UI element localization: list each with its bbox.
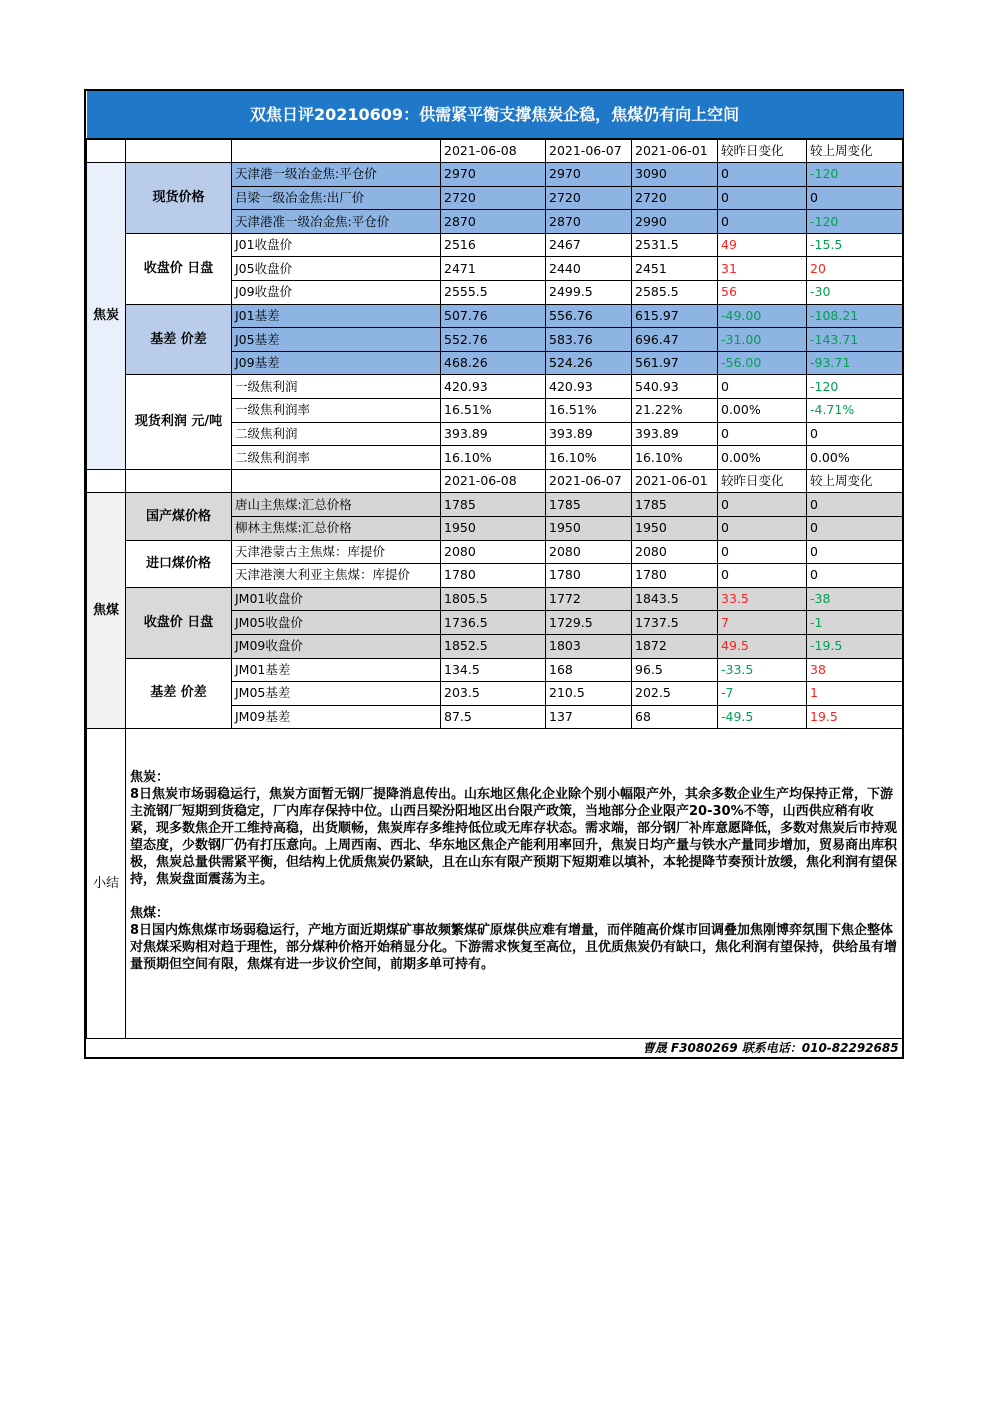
value-cell: 1772 <box>546 587 632 611</box>
value-cell: 2555.5 <box>441 281 546 305</box>
weekly-change-cell: -120 <box>807 210 903 234</box>
coke-summary-heading: 焦炭： <box>130 770 170 786</box>
value-cell: 96.5 <box>632 658 718 682</box>
weekly-change-cell: -19.5 <box>807 634 903 658</box>
value-cell: 134.5 <box>441 658 546 682</box>
daily-change-cell: 49 <box>718 233 807 257</box>
daily-change-cell: -56.00 <box>718 351 807 375</box>
value-cell: 2990 <box>632 210 718 234</box>
value-cell: 202.5 <box>632 682 718 706</box>
weekly-change-cell: -30 <box>807 281 903 305</box>
weekly-change-cell: -143.71 <box>807 328 903 352</box>
table-row <box>87 540 903 564</box>
summary-row <box>87 729 903 1039</box>
value-cell: 168 <box>546 658 632 682</box>
value-cell: 561.97 <box>632 351 718 375</box>
value-cell: 2440 <box>546 257 632 281</box>
daily-change-cell: -49.5 <box>718 705 807 729</box>
value-cell: 2720 <box>546 186 632 210</box>
weekly-change-cell: 0 <box>807 540 903 564</box>
daily-change-cell: 0.00% <box>718 399 807 423</box>
value-cell: 507.76 <box>441 304 546 328</box>
column-header: 较昨日变化 <box>718 469 807 493</box>
footer-row <box>87 1039 903 1057</box>
value-cell: 2970 <box>546 163 632 187</box>
value-cell: 468.26 <box>441 351 546 375</box>
column-header: 2021-06-07 <box>546 139 632 163</box>
value-cell: 2451 <box>632 257 718 281</box>
report-title: 双焦日评20210609：供需紧平衡支撑焦炭企稳，焦煤仍有向上空间 <box>87 91 903 139</box>
value-cell: 1950 <box>546 517 632 541</box>
group-label: 现货利润 元/吨 <box>126 375 232 469</box>
header-blank-cell <box>126 139 232 163</box>
value-cell: 1785 <box>632 493 718 517</box>
coke-summary <box>130 769 898 888</box>
weekly-change-cell: 0 <box>807 564 903 588</box>
value-cell: 524.26 <box>546 351 632 375</box>
value-cell: 2080 <box>546 540 632 564</box>
daily-change-cell: 0 <box>718 186 807 210</box>
value-cell: 1785 <box>441 493 546 517</box>
value-cell: 3090 <box>632 163 718 187</box>
group-label: 收盘价 日盘 <box>126 587 232 658</box>
item-name: 天津港准一级冶金焦:平仓价 <box>232 210 441 234</box>
item-name: J09收盘价 <box>232 281 441 305</box>
weekly-change-cell: -120 <box>807 375 903 399</box>
weekly-change-cell: 1 <box>807 682 903 706</box>
daily-change-cell: -33.5 <box>718 658 807 682</box>
table-row <box>87 304 903 328</box>
coal-summary <box>130 905 898 973</box>
value-cell: 1737.5 <box>632 611 718 635</box>
value-cell: 21.22% <box>632 399 718 423</box>
item-name: JM01基差 <box>232 658 441 682</box>
value-cell: 68 <box>632 705 718 729</box>
value-cell: 1736.5 <box>441 611 546 635</box>
value-cell: 2080 <box>632 540 718 564</box>
data-table <box>86 91 903 1057</box>
group-label: 现货价格 <box>126 163 232 234</box>
item-name: J01基差 <box>232 304 441 328</box>
table-row <box>87 163 903 187</box>
column-header: 较上周变化 <box>807 469 903 493</box>
weekly-change-cell: 20 <box>807 257 903 281</box>
item-name: JM09收盘价 <box>232 634 441 658</box>
group-label: 国产煤价格 <box>126 493 232 540</box>
value-cell: 540.93 <box>632 375 718 399</box>
item-name: 吕梁一级冶金焦:出厂价 <box>232 186 441 210</box>
value-cell: 2720 <box>441 186 546 210</box>
header-blank-cell <box>232 469 441 493</box>
column-header: 较上周变化 <box>807 139 903 163</box>
table-row <box>87 587 903 611</box>
header-blank-cell <box>232 139 441 163</box>
column-header: 2021-06-01 <box>632 469 718 493</box>
value-cell: 87.5 <box>441 705 546 729</box>
item-name: 柳林主焦煤:汇总价格 <box>232 517 441 541</box>
group-label: 基差 价差 <box>126 658 232 729</box>
header-blank-cell <box>87 139 126 163</box>
value-cell: 1852.5 <box>441 634 546 658</box>
column-header: 2021-06-01 <box>632 139 718 163</box>
daily-change-cell: 0 <box>718 564 807 588</box>
value-cell: 1950 <box>632 517 718 541</box>
value-cell: 2970 <box>441 163 546 187</box>
item-name: J05基差 <box>232 328 441 352</box>
value-cell: 16.10% <box>632 446 718 470</box>
table-row <box>87 233 903 257</box>
item-name: JM01收盘价 <box>232 587 441 611</box>
value-cell: 1803 <box>546 634 632 658</box>
value-cell: 1780 <box>632 564 718 588</box>
item-name: JM05基差 <box>232 682 441 706</box>
item-name: 一级焦利润率 <box>232 399 441 423</box>
group-label: 基差 价差 <box>126 304 232 375</box>
value-cell: 1780 <box>441 564 546 588</box>
value-cell: 2870 <box>546 210 632 234</box>
daily-change-cell: 49.5 <box>718 634 807 658</box>
value-cell: 583.76 <box>546 328 632 352</box>
value-cell: 1729.5 <box>546 611 632 635</box>
value-cell: 2471 <box>441 257 546 281</box>
value-cell: 2720 <box>632 186 718 210</box>
group-label: 收盘价 日盘 <box>126 233 232 304</box>
value-cell: 552.76 <box>441 328 546 352</box>
column-header: 2021-06-07 <box>546 469 632 493</box>
value-cell: 2499.5 <box>546 281 632 305</box>
weekly-change-cell: 0 <box>807 517 903 541</box>
item-name: JM09基差 <box>232 705 441 729</box>
value-cell: 1950 <box>441 517 546 541</box>
weekly-change-cell: 0 <box>807 422 903 446</box>
weekly-change-cell: -120 <box>807 163 903 187</box>
daily-change-cell: 0 <box>718 540 807 564</box>
item-name: 天津港澳大利亚主焦煤：库提价 <box>232 564 441 588</box>
value-cell: 16.51% <box>441 399 546 423</box>
header-blank-cell <box>87 469 126 493</box>
value-cell: 2516 <box>441 233 546 257</box>
value-cell: 1805.5 <box>441 587 546 611</box>
value-cell: 1872 <box>632 634 718 658</box>
weekly-change-cell: -93.71 <box>807 351 903 375</box>
value-cell: 420.93 <box>441 375 546 399</box>
table-row <box>87 493 903 517</box>
value-cell: 420.93 <box>546 375 632 399</box>
daily-change-cell: 0.00% <box>718 446 807 470</box>
item-name: 天津港一级冶金焦:平仓价 <box>232 163 441 187</box>
value-cell: 2467 <box>546 233 632 257</box>
item-name: JM05收盘价 <box>232 611 441 635</box>
value-cell: 615.97 <box>632 304 718 328</box>
item-name: 二级焦利润 <box>232 422 441 446</box>
item-name: 一级焦利润 <box>232 375 441 399</box>
table-row <box>87 375 903 399</box>
daily-change-cell: 56 <box>718 281 807 305</box>
value-cell: 210.5 <box>546 682 632 706</box>
daily-change-cell: 31 <box>718 257 807 281</box>
weekly-change-cell: 38 <box>807 658 903 682</box>
daily-change-cell: 0 <box>718 375 807 399</box>
item-name: 天津港蒙古主焦煤：库提价 <box>232 540 441 564</box>
daily-change-cell: 0 <box>718 493 807 517</box>
daily-change-cell: 0 <box>718 163 807 187</box>
weekly-change-cell: -15.5 <box>807 233 903 257</box>
item-name: J05收盘价 <box>232 257 441 281</box>
weekly-change-cell: 0.00% <box>807 446 903 470</box>
report-sheet <box>84 89 904 1059</box>
daily-change-cell: 0 <box>718 517 807 541</box>
value-cell: 2585.5 <box>632 281 718 305</box>
summary-label: 小结 <box>87 729 126 1039</box>
value-cell: 16.10% <box>546 446 632 470</box>
value-cell: 2531.5 <box>632 233 718 257</box>
item-name: J09基差 <box>232 351 441 375</box>
daily-change-cell: -31.00 <box>718 328 807 352</box>
value-cell: 1843.5 <box>632 587 718 611</box>
author-contact: 曹晟 F3080269 联系电话：010-82292685 <box>87 1039 903 1057</box>
column-header: 2021-06-08 <box>441 139 546 163</box>
group-label: 进口煤价格 <box>126 540 232 587</box>
value-cell: 2870 <box>441 210 546 234</box>
header-row <box>87 139 903 163</box>
value-cell: 393.89 <box>441 422 546 446</box>
value-cell: 393.89 <box>632 422 718 446</box>
value-cell: 203.5 <box>441 682 546 706</box>
section-label: 焦煤 <box>87 493 126 729</box>
weekly-change-cell: 0 <box>807 186 903 210</box>
value-cell: 393.89 <box>546 422 632 446</box>
daily-change-cell: 0 <box>718 210 807 234</box>
coal-summary-text: 8日国内炼焦煤市场弱稳运行，产地方面近期煤矿事故频繁煤矿原煤供应难有增量，而伴随高价煤市回调叠加焦刚博弈氛围下焦企整体对焦煤采购相对趋于理性，部分煤种价格开始稍显分化。下游需求恢复至高位，且优质焦炭仍有缺口，焦化利润有望保持，供给虽有增量预期但空间有限，焦煤有进一步议价空间，前期多单可持有。 <box>130 923 898 973</box>
value-cell: 556.76 <box>546 304 632 328</box>
column-header: 2021-06-08 <box>441 469 546 493</box>
item-name: 二级焦利润率 <box>232 446 441 470</box>
weekly-change-cell: 19.5 <box>807 705 903 729</box>
daily-change-cell: -49.00 <box>718 304 807 328</box>
column-header: 较昨日变化 <box>718 139 807 163</box>
daily-change-cell: 33.5 <box>718 587 807 611</box>
weekly-change-cell: 0 <box>807 493 903 517</box>
daily-change-cell: -7 <box>718 682 807 706</box>
weekly-change-cell: -38 <box>807 587 903 611</box>
value-cell: 1785 <box>546 493 632 517</box>
section-label: 焦炭 <box>87 163 126 470</box>
table-row <box>87 658 903 682</box>
weekly-change-cell: -4.71% <box>807 399 903 423</box>
daily-change-cell: 0 <box>718 422 807 446</box>
weekly-change-cell: -1 <box>807 611 903 635</box>
item-name: 唐山主焦煤:汇总价格 <box>232 493 441 517</box>
item-name: J01收盘价 <box>232 233 441 257</box>
value-cell: 696.47 <box>632 328 718 352</box>
value-cell: 2080 <box>441 540 546 564</box>
coal-summary-heading: 焦煤： <box>130 906 170 922</box>
value-cell: 16.51% <box>546 399 632 423</box>
coke-summary-text: 8日焦炭市场弱稳运行，焦炭方面暂无钢厂提降消息传出。山东地区焦化企业除个别小幅限产外，其余多数企业生产均保持正常，下游主流钢厂短期到货稳定，厂内库存保持中位。山西吕梁汾阳地区出台限产政策，当地部分企业限产20-30%不等，山西供应稍有收紧，现多数焦企开工维持高稳，出货顺畅，焦炭库存多维持低位或无库存状态。需求端，部分钢厂补库意愿降低，多数对焦炭后市持观望态度，少数钢厂仍有打压意向。上周西南、西北、华东地区焦企产能利用率回升，焦炭日均产量与铁水产量同步增加，贸易商出库积极，焦炭总量供需紧平衡，但结构上优质焦炭仍紧缺，且在山东有限产预期下短期难以填补，本轮提降节奏预计放缓，焦化利润有望保持，焦炭盘面震荡为主。 <box>130 787 898 888</box>
weekly-change-cell: -108.21 <box>807 304 903 328</box>
value-cell: 1780 <box>546 564 632 588</box>
value-cell: 16.10% <box>441 446 546 470</box>
summary-text <box>126 729 903 1039</box>
value-cell: 137 <box>546 705 632 729</box>
header-blank-cell <box>126 469 232 493</box>
daily-change-cell: 7 <box>718 611 807 635</box>
header-row <box>87 469 903 493</box>
